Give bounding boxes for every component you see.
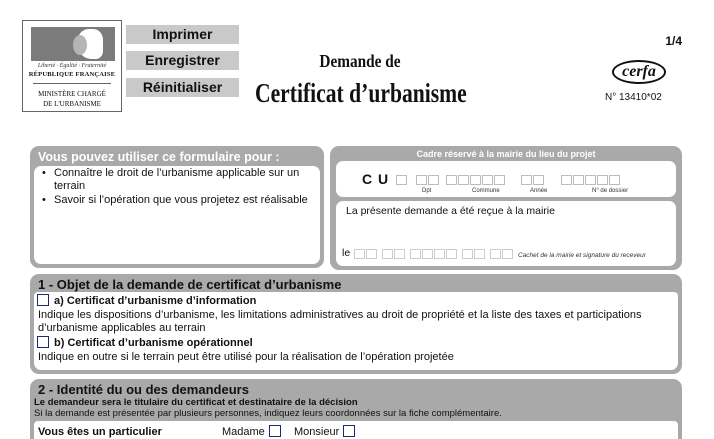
option-b-label: b) Certificat d’urbanisme opérationnel [54, 337, 253, 349]
date-box[interactable] [474, 249, 485, 259]
date-box[interactable] [462, 249, 473, 259]
monsieur-label: Monsieur [294, 426, 340, 438]
logo-ministry-line2: DE L'URBANISME [43, 100, 101, 108]
option-a-checkbox[interactable] [37, 294, 49, 306]
cu-letter-u: U [378, 171, 389, 187]
intro-bullet-1: Connaître le droit de l’urbanisme applicable sur un [54, 167, 300, 179]
date-box[interactable] [410, 249, 421, 259]
intro-panel [30, 146, 324, 268]
individual-label: Vous êtes un particulier [38, 426, 162, 438]
cu-digit-box[interactable] [573, 175, 584, 185]
cerfa-number: N° 13410*02 [605, 92, 662, 103]
cu-digit-box[interactable] [482, 175, 493, 185]
section2-title: 2 - Identité du ou des demandeurs [38, 382, 249, 397]
cu-digit-box[interactable] [585, 175, 596, 185]
label-dpt: Dpt [422, 188, 432, 194]
section1-content [34, 292, 678, 370]
date-box[interactable] [502, 249, 513, 259]
page-number: 1/4 [665, 34, 682, 48]
madame-checkbox[interactable] [269, 425, 281, 437]
madame-label: Madame [222, 426, 265, 438]
label-commune: Commune [472, 188, 500, 194]
marianne-logo-icon [31, 27, 115, 61]
cu-number-area [336, 161, 676, 197]
reset-button[interactable]: Réinitialiser [126, 78, 239, 97]
cerfa-logo: cerfa [612, 60, 666, 84]
cu-digit-box[interactable] [458, 175, 469, 185]
option-a-desc-2: d’urbanisme applicables au terrain [38, 322, 206, 334]
logo-ministry-line1: MINISTÈRE CHARGÉ [38, 90, 106, 98]
section2-subtitle: Le demandeur sera le titulaire du certificat et destinataire de la décision [34, 397, 358, 408]
date-box[interactable] [366, 249, 377, 259]
cu-digit-box[interactable] [609, 175, 620, 185]
section2-content [34, 421, 678, 439]
option-a-label: a) Certificat d’urbanisme d’information [54, 295, 257, 307]
logo-republic: RÉPUBLIQUE FRANÇAISE [28, 71, 116, 78]
mairie-panel [330, 146, 682, 270]
date-box[interactable] [394, 249, 405, 259]
cu-digit-box[interactable] [416, 175, 427, 185]
cu-digit-box[interactable] [428, 175, 439, 185]
option-b-desc: Indique en outre si le terrain peut être utilisé pour la réalisation de l’opération projetée [38, 351, 454, 363]
section2-panel [30, 379, 682, 439]
form-title-line2: Certificat d’urbanisme [255, 78, 467, 108]
cu-digit-box[interactable] [597, 175, 608, 185]
cu-digit-box[interactable] [494, 175, 505, 185]
section1-panel [30, 274, 682, 374]
cu-digit-box[interactable] [446, 175, 457, 185]
intro-title: Vous pouvez utiliser ce formulaire pour : [38, 150, 280, 164]
label-dossier: N° de dossier [592, 188, 629, 194]
monsieur-checkbox[interactable] [343, 425, 355, 437]
bullet-icon: • [42, 167, 46, 179]
stamp-caption: Cachet de la mairie et signature du receveur [518, 252, 646, 259]
cu-digit-box[interactable] [396, 175, 407, 185]
mairie-title: Cadre réservé à la mairie du lieu du projet [416, 149, 596, 159]
logo-ministry [23, 89, 121, 109]
intro-bullet-2: Savoir si l’opération que vous projetez est réalisable [54, 194, 308, 206]
section1-title: 1 - Objet de la demande de certificat d’urbanisme [38, 277, 342, 292]
label-annee: Année [530, 188, 548, 194]
republique-francaise-logo [22, 20, 122, 112]
reception-text: La présente demande a été reçue à la mairie [346, 205, 555, 217]
section2-note: Si la demande est présentée par plusieurs personnes, indiquez leurs coordonnées sur la fiche complémentaire. [34, 408, 502, 419]
reception-area [336, 201, 676, 266]
date-box[interactable] [446, 249, 457, 259]
intro-bullet-1-cont: terrain [54, 180, 86, 192]
logo-divider [33, 83, 111, 84]
date-box[interactable] [434, 249, 445, 259]
save-button[interactable]: Enregistrer [126, 51, 239, 70]
option-a-desc-1: Indique les dispositions d’urbanisme, les limitations administratives au droit de propriété et la liste des taxes et participations [38, 309, 642, 321]
reception-date-prefix: le [342, 247, 351, 259]
intro-content [34, 166, 320, 264]
option-b-checkbox[interactable] [37, 336, 49, 348]
cu-digit-box[interactable] [533, 175, 544, 185]
date-box[interactable] [490, 249, 501, 259]
cu-digit-box[interactable] [561, 175, 572, 185]
date-box[interactable] [354, 249, 365, 259]
print-button[interactable]: Imprimer [126, 25, 239, 44]
date-box[interactable] [422, 249, 433, 259]
cu-digit-box[interactable] [521, 175, 532, 185]
date-box[interactable] [382, 249, 393, 259]
cu-digit-box[interactable] [470, 175, 481, 185]
logo-motto: Liberté · Égalité · Fraternité [37, 63, 107, 69]
cu-letter-c: C [362, 171, 373, 187]
form-title-line1: Demande de [319, 51, 401, 71]
bullet-icon: • [42, 194, 46, 206]
